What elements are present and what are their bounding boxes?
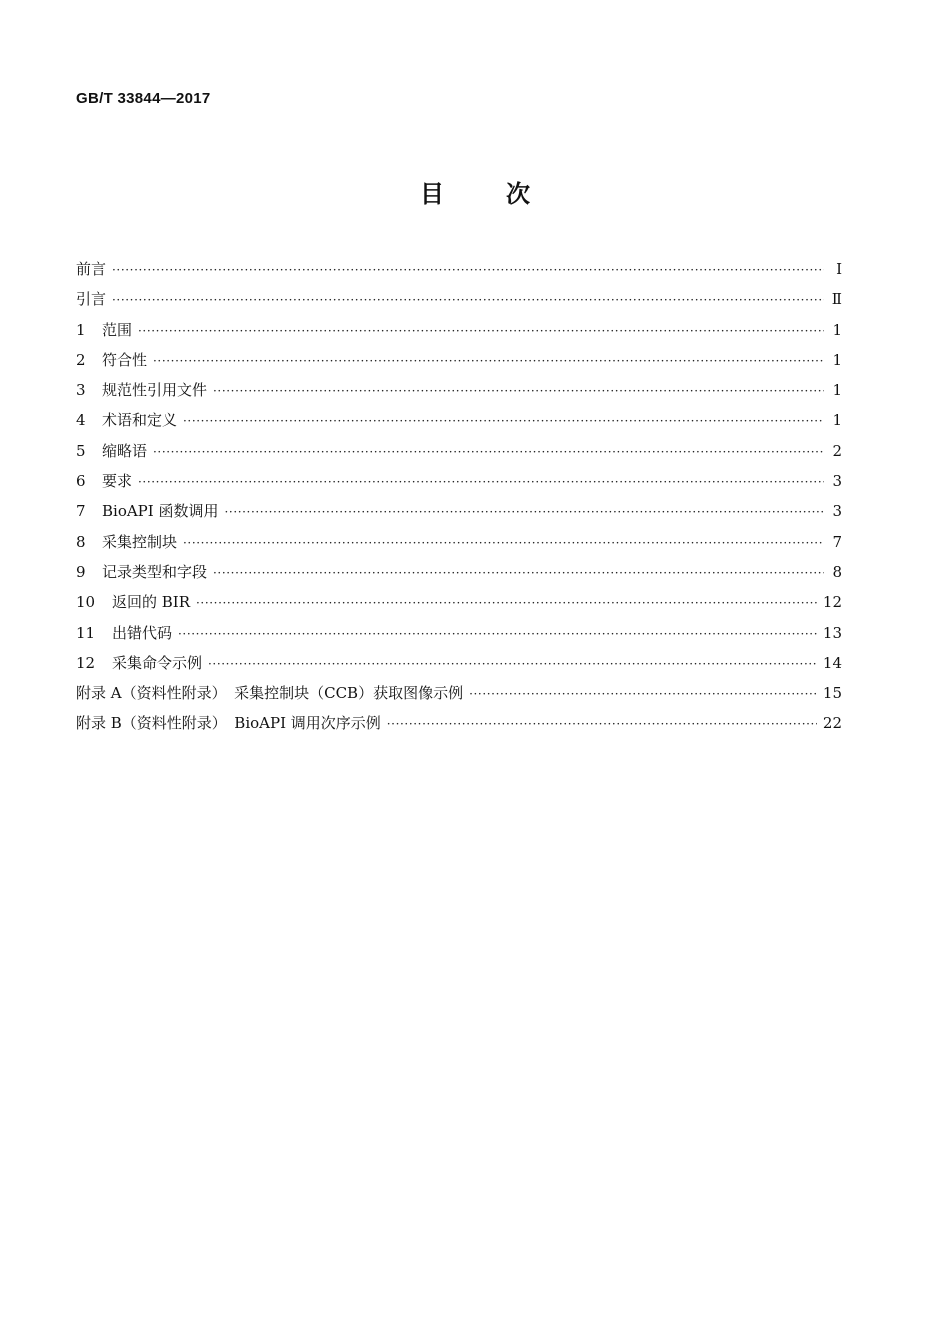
dot-leader bbox=[469, 679, 817, 709]
toc-entry-number: 2 bbox=[76, 350, 86, 369]
toc-entry-page: Ⅰ bbox=[836, 260, 842, 278]
toc-entry-title: 缩略语 bbox=[102, 441, 148, 460]
toc-entry-4[interactable] bbox=[76, 405, 842, 435]
toc-entry-title: BioAPI 函数调用 bbox=[102, 502, 219, 521]
dot-leader bbox=[387, 709, 817, 739]
toc-entry-9[interactable] bbox=[76, 557, 842, 587]
dot-leader bbox=[178, 619, 817, 649]
dot-leader bbox=[213, 376, 824, 406]
toc-entry-11[interactable] bbox=[76, 618, 842, 648]
toc-entry-number: 11 bbox=[76, 623, 96, 642]
toc-entry-page: 13 bbox=[822, 623, 842, 642]
toc-entry-page: 8 bbox=[832, 562, 842, 581]
toc-entry-2[interactable] bbox=[76, 345, 842, 375]
toc-list bbox=[76, 254, 842, 739]
toc-entry-title: 术语和定义 bbox=[102, 411, 178, 430]
toc-entry-title: 附录 B（资料性附录） BioAPI 调用次序示例 bbox=[76, 714, 381, 733]
dot-leader bbox=[112, 255, 824, 285]
toc-entry-number: 8 bbox=[76, 532, 86, 551]
dot-leader bbox=[153, 346, 824, 376]
toc-entry-6[interactable] bbox=[76, 466, 842, 496]
toc-entry-number: 1 bbox=[76, 320, 86, 339]
toc-entry-page: Ⅱ bbox=[831, 290, 842, 309]
toc-entry-title: 范围 bbox=[102, 320, 133, 339]
toc-entry-page: 1 bbox=[832, 381, 842, 400]
toc-entry-1[interactable] bbox=[76, 315, 842, 345]
toc-entry-number: 10 bbox=[76, 593, 96, 612]
toc-entry-page: 2 bbox=[832, 441, 842, 460]
toc-entry-10[interactable] bbox=[76, 587, 842, 617]
toc-entry-introduction[interactable] bbox=[76, 284, 842, 314]
dot-leader bbox=[224, 497, 824, 527]
toc-entry-title: 规范性引用文件 bbox=[102, 381, 208, 400]
dot-leader bbox=[138, 467, 824, 497]
toc-entry-title: 采集命令示例 bbox=[112, 653, 203, 672]
dot-leader bbox=[196, 588, 817, 618]
toc-entry-page: 15 bbox=[822, 684, 842, 703]
dot-leader bbox=[153, 437, 824, 467]
toc-entry-12[interactable] bbox=[76, 648, 842, 678]
toc-entry-page: 1 bbox=[832, 350, 842, 369]
toc-entry-title: 附录 A（资料性附录） 采集控制块（CCB）获取图像示例 bbox=[76, 684, 464, 703]
toc-entry-page: 22 bbox=[822, 714, 842, 733]
toc-entry-page: 12 bbox=[822, 593, 842, 612]
toc-entry-number: 3 bbox=[76, 381, 86, 400]
toc-entry-title: 前言 bbox=[76, 260, 107, 278]
toc-entry-5[interactable] bbox=[76, 436, 842, 466]
toc-entry-annex-b[interactable] bbox=[76, 708, 842, 738]
toc-entry-page: 14 bbox=[822, 653, 842, 672]
toc-entry-title: 引言 bbox=[76, 290, 107, 309]
toc-entry-title: 要求 bbox=[102, 472, 133, 491]
toc-entry-8[interactable] bbox=[76, 527, 842, 557]
toc-entry-7[interactable] bbox=[76, 496, 842, 526]
toc-entry-number: 5 bbox=[76, 441, 86, 460]
toc-entry-page: 3 bbox=[832, 502, 842, 521]
toc-title: 目次 bbox=[420, 180, 592, 208]
standard-code: GB/T 33844—2017 bbox=[76, 90, 211, 107]
toc-entry-page: 7 bbox=[832, 532, 842, 551]
toc-entry-page: 3 bbox=[832, 472, 842, 491]
toc-entry-foreword[interactable] bbox=[76, 254, 842, 284]
dot-leader bbox=[208, 649, 817, 679]
toc-entry-title: 符合性 bbox=[102, 350, 148, 369]
dot-leader bbox=[112, 285, 824, 315]
toc-entry-title: 采集控制块 bbox=[102, 532, 178, 551]
toc-entry-number: 7 bbox=[76, 502, 86, 521]
toc-entry-page: 1 bbox=[832, 320, 842, 339]
toc-entry-title: 返回的 BIR bbox=[112, 593, 191, 612]
toc-entry-title: 出错代码 bbox=[112, 623, 173, 642]
toc-entry-number: 12 bbox=[76, 653, 96, 672]
dot-leader bbox=[183, 528, 824, 558]
dot-leader bbox=[213, 558, 824, 588]
toc-entry-number: 6 bbox=[76, 472, 86, 491]
dot-leader bbox=[183, 406, 824, 436]
toc-entry-title: 记录类型和字段 bbox=[102, 562, 208, 581]
toc-entry-number: 9 bbox=[76, 562, 86, 581]
toc-entry-number: 4 bbox=[76, 411, 86, 430]
toc-entry-annex-a[interactable] bbox=[76, 678, 842, 708]
dot-leader bbox=[138, 316, 824, 346]
toc-entry-3[interactable] bbox=[76, 375, 842, 405]
toc-entry-page: 1 bbox=[832, 411, 842, 430]
